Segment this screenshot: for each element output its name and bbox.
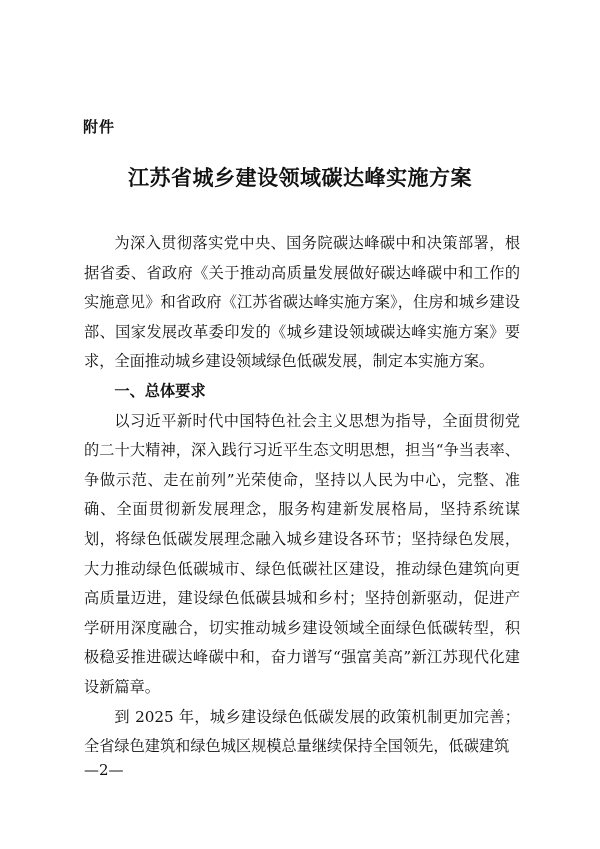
- intro-paragraph: 为深入贯彻落实党中央、国务院碳达峰碳中和决策部署，根据省委、省政府《关于推动高质量发展做好碳达峰碳中和工作的实施意见》和省政府《江苏省碳达峰实施方案》，住房和城乡建设部、国家发展改革委印发的《城乡建设领域碳达峰实施方案》要求，全面推动城乡建设领域绿色低碳发展，制定本实施方案。: [84, 234, 520, 371]
- page-number: —2—: [84, 761, 124, 779]
- general-requirements-paragraph: 以习近平新时代中国特色社会主义思想为指导，全面贯彻党的二十大精神，深入践行习近平生态文明思想，担当“争当表率、争做示范、走在前列”光荣使命，坚持以人民为中心，完整、准确、全面贯彻新发展理念，服务构建新发展格局，坚持系统谋划，将绿色低碳发展理念融入城乡建设各环节；坚持绿色发展，大力推动绿色低碳城市、绿色低碳社区建设，推动绿色建筑向更高质量迈进，建设绿色低碳县城和乡村；坚持创新驱动，促进产学研用深度融合，切实推动城乡建设领域全面绿色低碳转型，积极稳妥推进碳达峰碳中和，奋力谱写“强富美高”新江苏现代化建设新篇章。: [84, 411, 520, 696]
- target-paragraph: 到 2025 年，城乡建设绿色低碳发展的政策机制更加完善；全省绿色建筑和绿色城区规模总量继续保持全国领先，低碳建筑: [84, 707, 520, 756]
- document-body: [84, 229, 520, 762]
- attachment-label: 附件: [83, 118, 116, 136]
- section-heading-general-requirements: 一、总体要求: [114, 381, 206, 400]
- document-title: 江苏省城乡建设领域碳达峰实施方案: [128, 165, 472, 190]
